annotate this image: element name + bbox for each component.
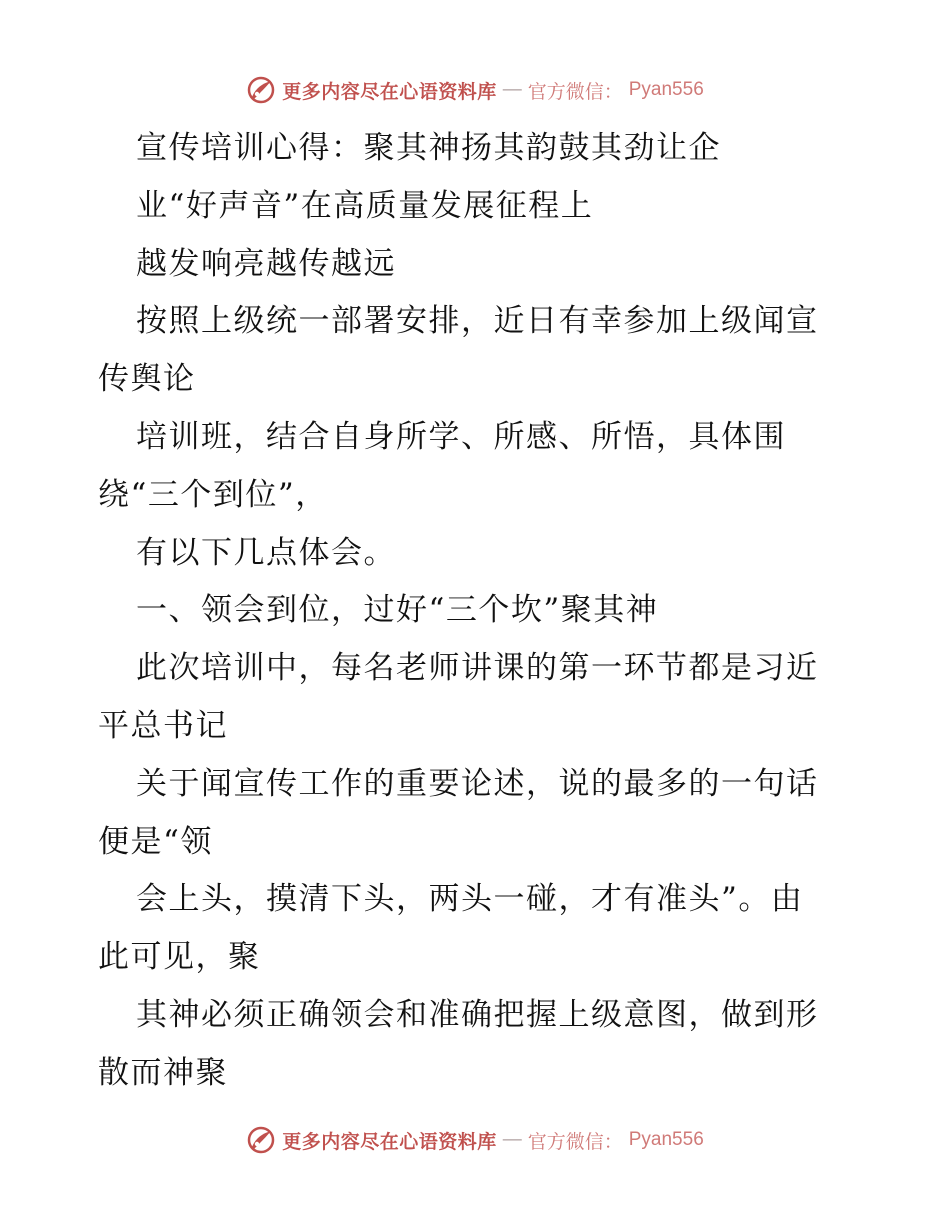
footer-banner-inner — [246, 1125, 704, 1155]
brand-logo-icon — [246, 1125, 276, 1155]
banner-sub-text: 官方微信： — [527, 1131, 623, 1153]
section-heading: 一、领会到位，过好“三个坎”聚其神 — [136, 592, 659, 629]
header-banner-inner — [246, 75, 704, 105]
banner-wechat-id: Pyan556 — [628, 79, 704, 100]
banner-dash: — — [502, 1129, 522, 1150]
paragraph-line: 平总书记 — [98, 707, 228, 744]
banner-dash: — — [502, 79, 522, 100]
banner-sub-text: 官方微信： — [527, 81, 623, 103]
title-line-1: 宣传培训心得：聚其神扬其韵鼓其劲让企 — [136, 130, 721, 166]
paragraph-line: 便是“领 — [98, 823, 213, 860]
document-body — [98, 120, 858, 1103]
paragraph-line: 散而神聚 — [98, 1054, 228, 1091]
paragraph-line: 有以下几点体会。 — [136, 534, 396, 571]
banner-wechat-id: Pyan556 — [628, 1129, 704, 1150]
paragraph-line: 按照上级统一部署安排，近日有幸参加上级闻宣 — [136, 303, 819, 340]
title-line-3: 越发响亮越传越远 — [136, 245, 396, 282]
banner-main-text: 更多内容尽在心语资料库 — [282, 81, 497, 103]
banner-main-text: 更多内容尽在心语资料库 — [282, 1131, 497, 1153]
footer-banner — [0, 1120, 950, 1160]
paragraph-line: 此可见，聚 — [98, 939, 261, 976]
paragraph-line: 其神必须正确领会和准确把握上级意图，做到形 — [136, 996, 819, 1033]
paragraph-line: 传舆论 — [98, 361, 196, 398]
paragraph-line: 关于闻宣传工作的重要论述，说的最多的一句话 — [136, 765, 819, 802]
paragraph-line: 绕“三个到位”， — [98, 476, 328, 513]
paragraph-line: 培训班，结合自身所学、所感、所悟，具体围 — [136, 418, 786, 455]
paragraph-line: 此次培训中，每名老师讲课的第一环节都是习近 — [136, 650, 819, 687]
title-line-2: 业“好声音”在高质量发展征程上 — [136, 187, 594, 224]
brand-logo-icon — [246, 75, 276, 105]
paragraph-line: 会上头，摸清下头，两头一碰，才有准头”。由 — [136, 881, 804, 918]
header-banner — [0, 70, 950, 110]
